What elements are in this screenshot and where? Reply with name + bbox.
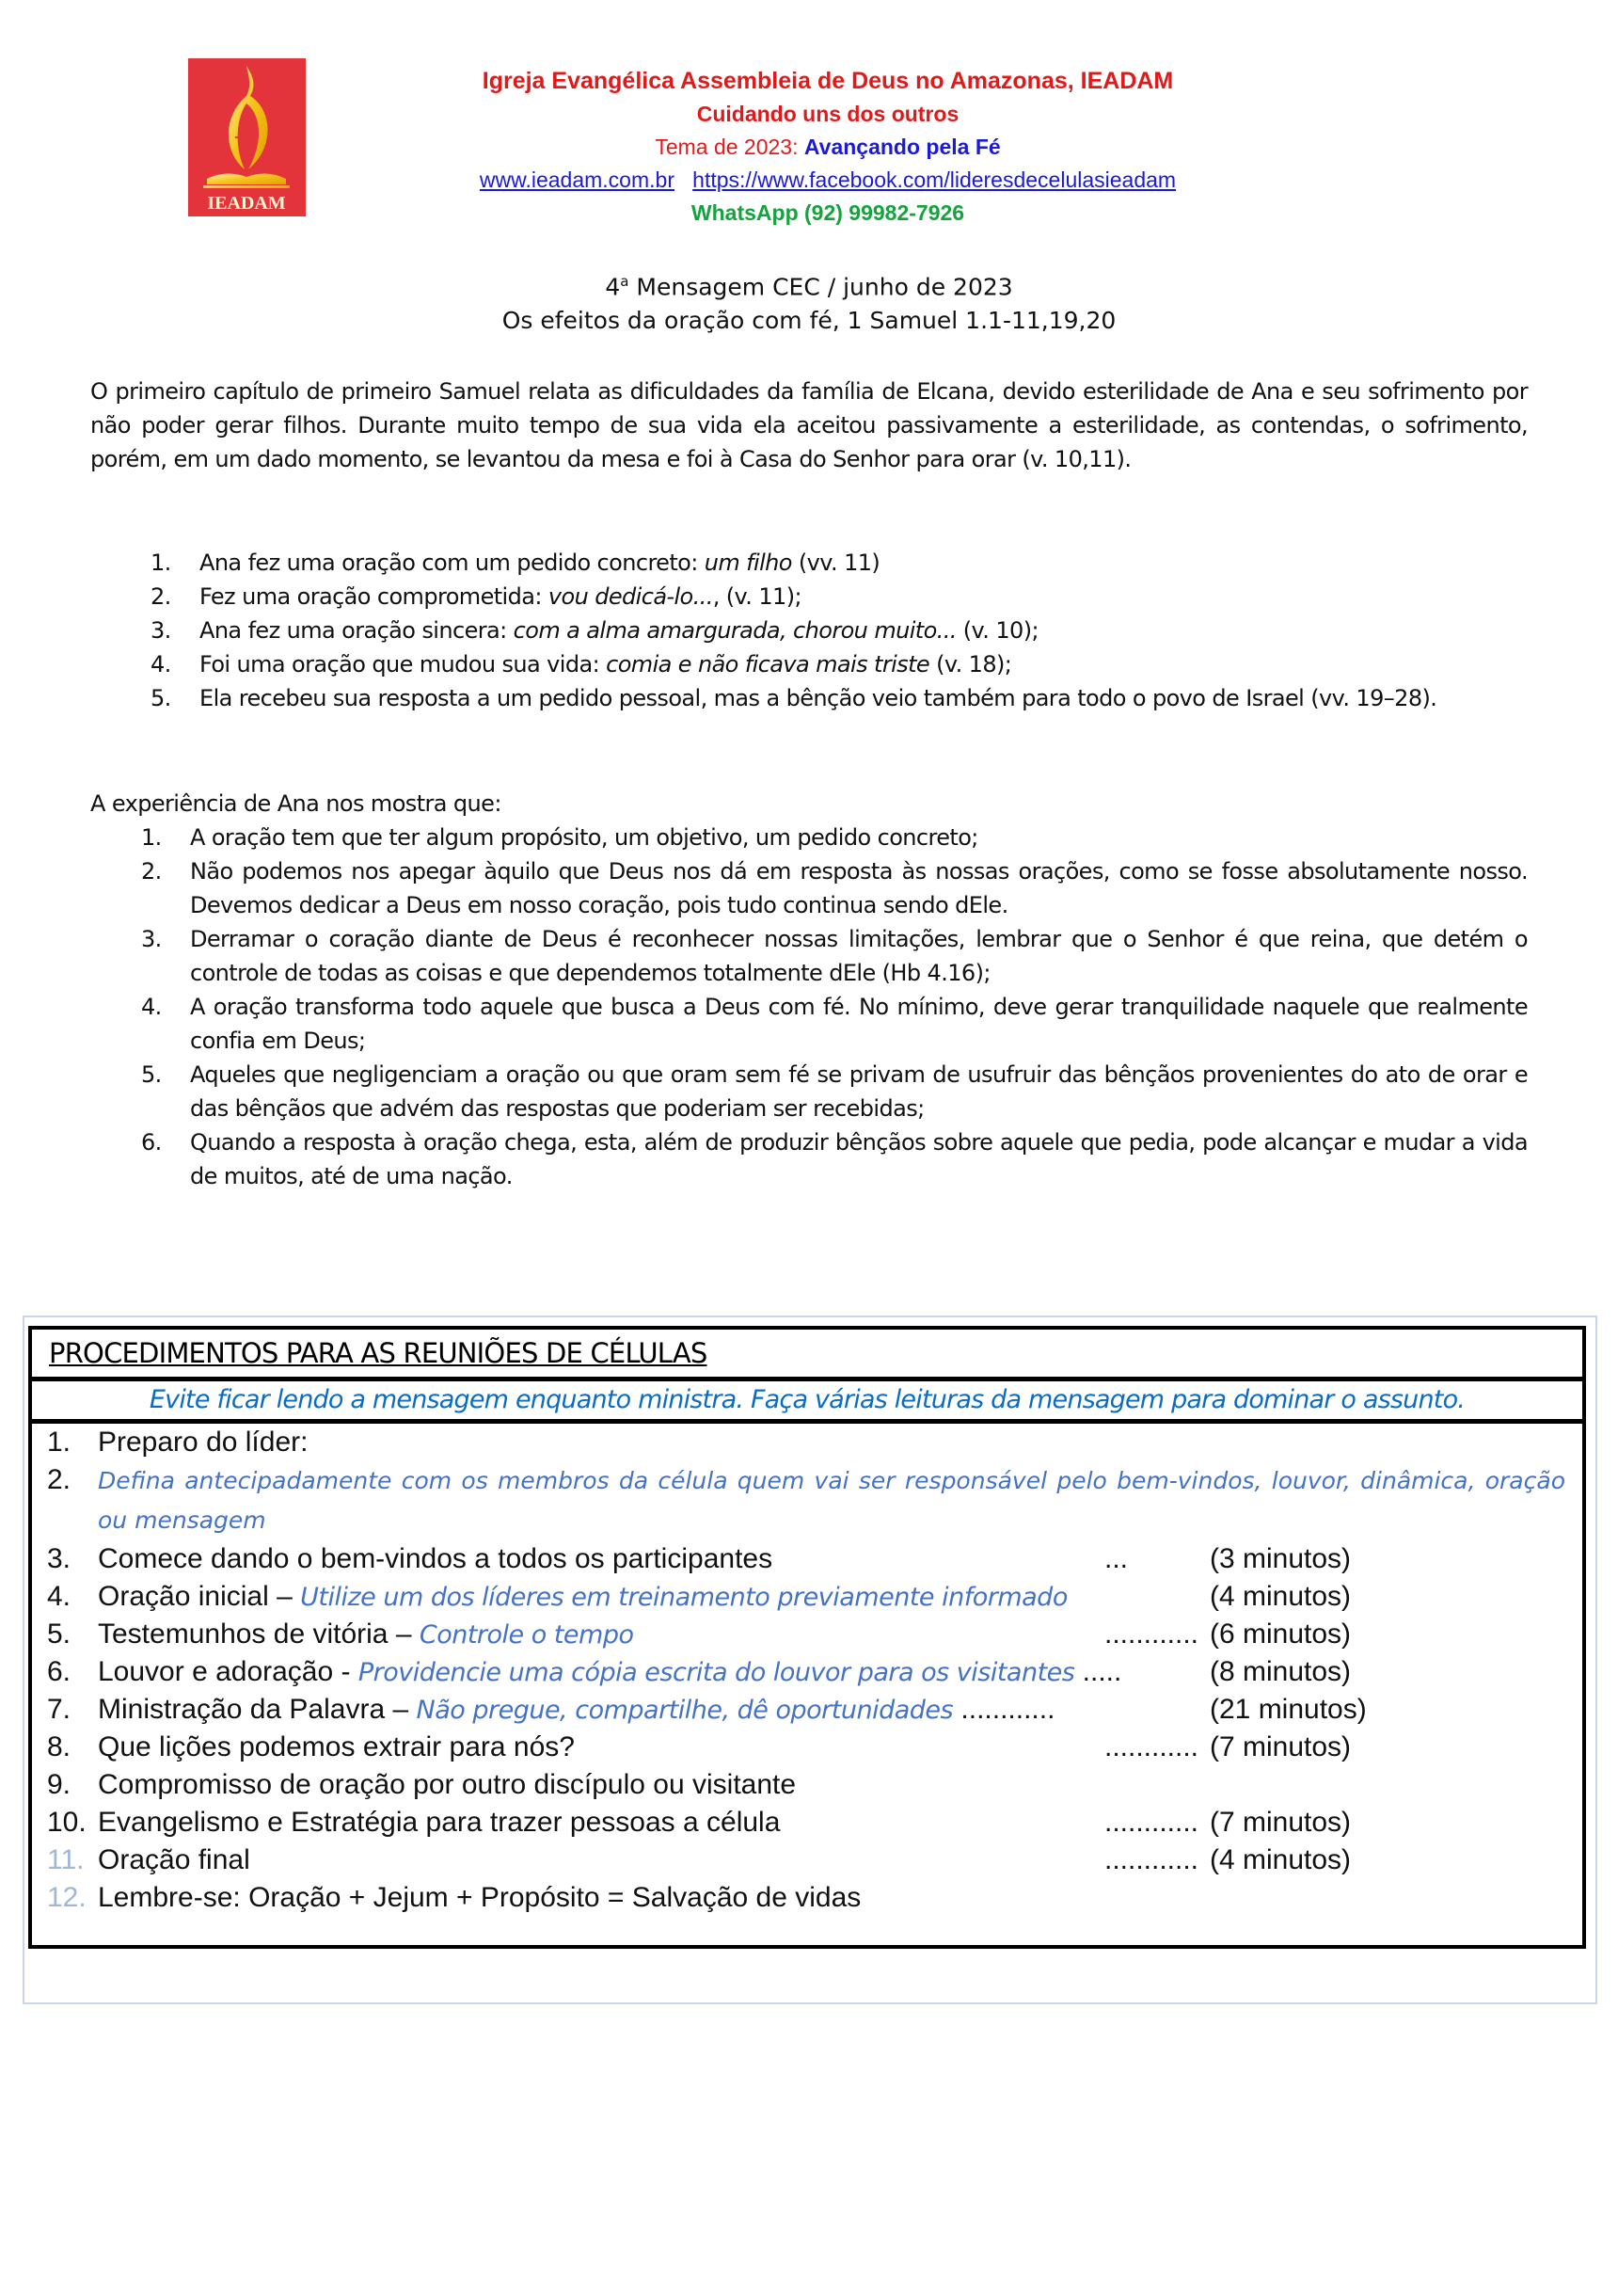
flame-bible-icon (188, 58, 306, 216)
leader-dots: ... (1104, 1543, 1129, 1574)
item-text: Fez uma oração comprometida: (199, 583, 548, 610)
item-duration: (7 minutos) (1210, 1807, 1352, 1838)
theme-label: Tema de 2023: (655, 135, 804, 159)
item-text: Não podemos nos apegar àquilo que Deus nos dá em resposta às nossas orações, como se fosse absolutamente nosso. Devemos dedicar a Deus em nosso coração, pois tudo continua sendo dEle. (190, 858, 1528, 918)
procedures-note: Evite ficar lendo a mensagem enquanto ministra. Faça várias leituras da mensagem para dominar o assunto. (32, 1381, 1582, 1424)
item-number: 2. (47, 1464, 71, 1495)
item-number: 6. (47, 1656, 71, 1687)
item-ref: (v. 10); (956, 617, 1039, 644)
ordinal-mark: a (620, 273, 629, 290)
procedure-item (32, 1879, 1582, 1917)
item-number: 4. (141, 994, 162, 1020)
header-links (320, 167, 1336, 193)
message-number (0, 273, 1618, 300)
item-number: 8. (47, 1731, 71, 1762)
procedure-item (32, 1424, 1582, 1461)
leader-dots: ..... (1074, 1656, 1122, 1687)
procedure-item (32, 1540, 1582, 1578)
procedure-item (32, 1616, 1582, 1653)
item-text: Derramar o coração diante de Deus é reconhecer nossas limitações, lembrar que o Senhor é que reina, que detém o controle de todas as coisas e que dependemos totalmente dEle (Hb 4.16); (190, 926, 1528, 986)
procedure-item (32, 1653, 1582, 1691)
message-title: Os efeitos da oração com fé, 1 Samuel 1.1-11,19,20 (501, 307, 1117, 334)
item-text: Comece dando o bem-vindos a todos os participantes (98, 1543, 773, 1574)
item-number: 12. (47, 1882, 87, 1913)
list-item (122, 1125, 1528, 1193)
item-text: Evangelismo e Estratégia para trazer pessoas a célula (98, 1807, 781, 1838)
item-text: Ana fez uma oração com um pedido concreto: (199, 550, 705, 576)
list-item (132, 546, 1528, 580)
list-item (122, 1058, 1528, 1125)
church-motto: Cuidando uns dos outros (696, 102, 960, 126)
ieadam-logo (188, 58, 306, 216)
message-number-value: 4 (605, 273, 621, 301)
item-number: 3. (141, 926, 162, 952)
procedure-item (32, 1461, 1582, 1540)
list-item (122, 854, 1528, 922)
item-quote: com a alma amargurada, chorou muito... (513, 617, 957, 644)
item-quote: comia e não ficava mais triste (606, 651, 930, 678)
item-text: Aqueles que negligenciam a oração ou que oram sem fé se privam de usufruir das bênçãos provenientes do ato de orar e das bênçãos que advém das respostas que poderiam ser recebidas; (190, 1061, 1528, 1122)
item-text: Preparo do líder: (98, 1427, 309, 1458)
item-text: Lembre-se: Oração + Jejum + Propósito = Salvação de vidas (98, 1882, 862, 1913)
site-link[interactable]: www.ieadam.com.br (479, 167, 674, 192)
item-quote: vou dedicá-lo... (547, 583, 713, 610)
list-item (132, 580, 1528, 614)
item-duration: (4 minutos) (1210, 1844, 1352, 1875)
year-theme (320, 135, 1336, 160)
item-number: 1. (151, 550, 171, 576)
item-number: 2. (141, 858, 162, 885)
item-text: Ana fez uma oração sincera: (199, 617, 514, 644)
item-text: Que lições podemos extrair para nós? (98, 1731, 575, 1762)
item-text: A oração tem que ter algum propósito, um objetivo, um pedido concreto; (190, 824, 978, 851)
church-name: Igreja Evangélica Assembleia de Deus no Amazonas, IEADAM (482, 68, 1174, 94)
item-text: Testemunhos de vitória – (98, 1618, 420, 1650)
procedures-title: PROCEDIMENTOS PARA AS REUNIÕES DE CÉLULAS (32, 1330, 1582, 1381)
item-text: Foi uma oração que mudou sua vida: (199, 651, 607, 678)
item-number: 5. (151, 685, 171, 711)
item-text: Oração inicial – (98, 1581, 301, 1612)
leader-dots: ............ (953, 1694, 1055, 1725)
item-text: Ministração da Palavra – (98, 1694, 417, 1725)
item-text: Quando a resposta à oração chega, esta, além de produzir bênçãos sobre aquele que pedia, pode alcançar e mudar a vida de muitos, até de uma nação. (190, 1129, 1528, 1189)
procedures-box (28, 1326, 1586, 1949)
lessons-list (122, 821, 1528, 1193)
item-text: Louvor e adoração - (98, 1656, 358, 1687)
item-hint: Defina antecipadamente com os membros da célula quem vai ser responsável pelo bem-vindos, louvor, dinâmica, oração ou mensagem (98, 1467, 1565, 1534)
item-number: 5. (141, 1061, 162, 1088)
item-duration: (21 minutos) (1210, 1694, 1367, 1725)
procedure-item (32, 1766, 1582, 1804)
leader-dots: ............ (1104, 1844, 1199, 1875)
item-number: 3. (151, 617, 171, 644)
item-number: 4. (47, 1581, 71, 1612)
item-number: 9. (47, 1769, 71, 1800)
item-number: 4. (151, 651, 171, 678)
item-duration: (8 minutos) (1210, 1656, 1352, 1687)
item-number: 7. (47, 1694, 71, 1725)
procedure-item (32, 1691, 1582, 1729)
theme-value: Avançando pela Fé (803, 135, 1001, 159)
item-number: 3. (47, 1543, 71, 1574)
item-number: 1. (141, 824, 162, 851)
procedure-item (32, 1729, 1582, 1766)
lessons-intro: A experiência de Ana nos mostra que: (90, 790, 501, 817)
item-number: 5. (47, 1618, 71, 1650)
item-text: A oração transforma todo aquele que busca a Deus com fé. No mínimo, deve gerar tranquilidade naquele que realmente confia em Deus; (190, 994, 1528, 1054)
item-hint: Não pregue, compartilhe, dê oportunidades (416, 1696, 954, 1725)
list-item (132, 614, 1528, 647)
item-number: 1. (47, 1427, 71, 1458)
item-hint: Providencie uma cópia escrita do louvor para os visitantes (357, 1658, 1075, 1687)
item-quote: um filho (704, 550, 792, 576)
item-ref: (vv. 11) (791, 550, 880, 576)
svg-text:IEADAM: IEADAM (207, 193, 286, 214)
intro-paragraph: O primeiro capítulo de primeiro Samuel relata as dificuldades da família de Elcana, devido esterilidade de Ana e seu sofrimento por não poder gerar filhos. Durante muito tempo de sua vida ela aceitou passivamente a esterilidade, as contendas, o sofrimento, porém, em um dado momento, se levantou da mesa e foi à Casa do Senhor para orar (v. 10,11). (90, 378, 1528, 472)
item-ref: , (v. 11); (712, 583, 801, 610)
item-duration: (7 minutos) (1210, 1731, 1352, 1762)
facebook-link[interactable]: https://www.facebook.com/lideresdecelulasieadam (692, 167, 1177, 192)
item-number: 10. (47, 1807, 87, 1838)
item-duration: (6 minutos) (1210, 1618, 1352, 1650)
leader-dots: ............ (1104, 1731, 1199, 1762)
list-item (122, 821, 1528, 854)
item-ref: (v. 18); (929, 651, 1012, 678)
list-item (132, 681, 1528, 715)
item-hint: Controle o tempo (419, 1620, 634, 1650)
item-text: Compromisso de oração por outro discípulo ou visitante (98, 1769, 797, 1800)
item-text: Oração final (98, 1844, 250, 1875)
procedures-list (32, 1424, 1582, 1917)
list-item (122, 990, 1528, 1058)
procedure-item (32, 1578, 1582, 1616)
leader-dots: ............ (1104, 1618, 1199, 1650)
list-item (122, 922, 1528, 990)
item-number: 11. (47, 1844, 85, 1875)
message-date: Mensagem CEC / junho de 2023 (628, 273, 1013, 301)
leader-dots: ............ (1104, 1807, 1199, 1838)
whatsapp-contact: WhatsApp (92) 99982-7926 (690, 200, 965, 225)
item-duration: (3 minutos) (1210, 1543, 1352, 1574)
item-number: 2. (151, 583, 171, 610)
procedure-item (32, 1804, 1582, 1842)
item-number: 6. (141, 1129, 162, 1156)
list-item (132, 647, 1528, 681)
item-hint: Utilize um dos líderes em treinamento previamente informado (300, 1583, 1068, 1612)
procedure-item (32, 1842, 1582, 1879)
item-text: Ela recebeu sua resposta a um pedido pessoal, mas a bênção veio também para todo o povo de Israel (vv. 19–28). (199, 685, 1437, 711)
prayer-points-list (132, 546, 1528, 715)
item-duration: (4 minutos) (1210, 1581, 1352, 1612)
